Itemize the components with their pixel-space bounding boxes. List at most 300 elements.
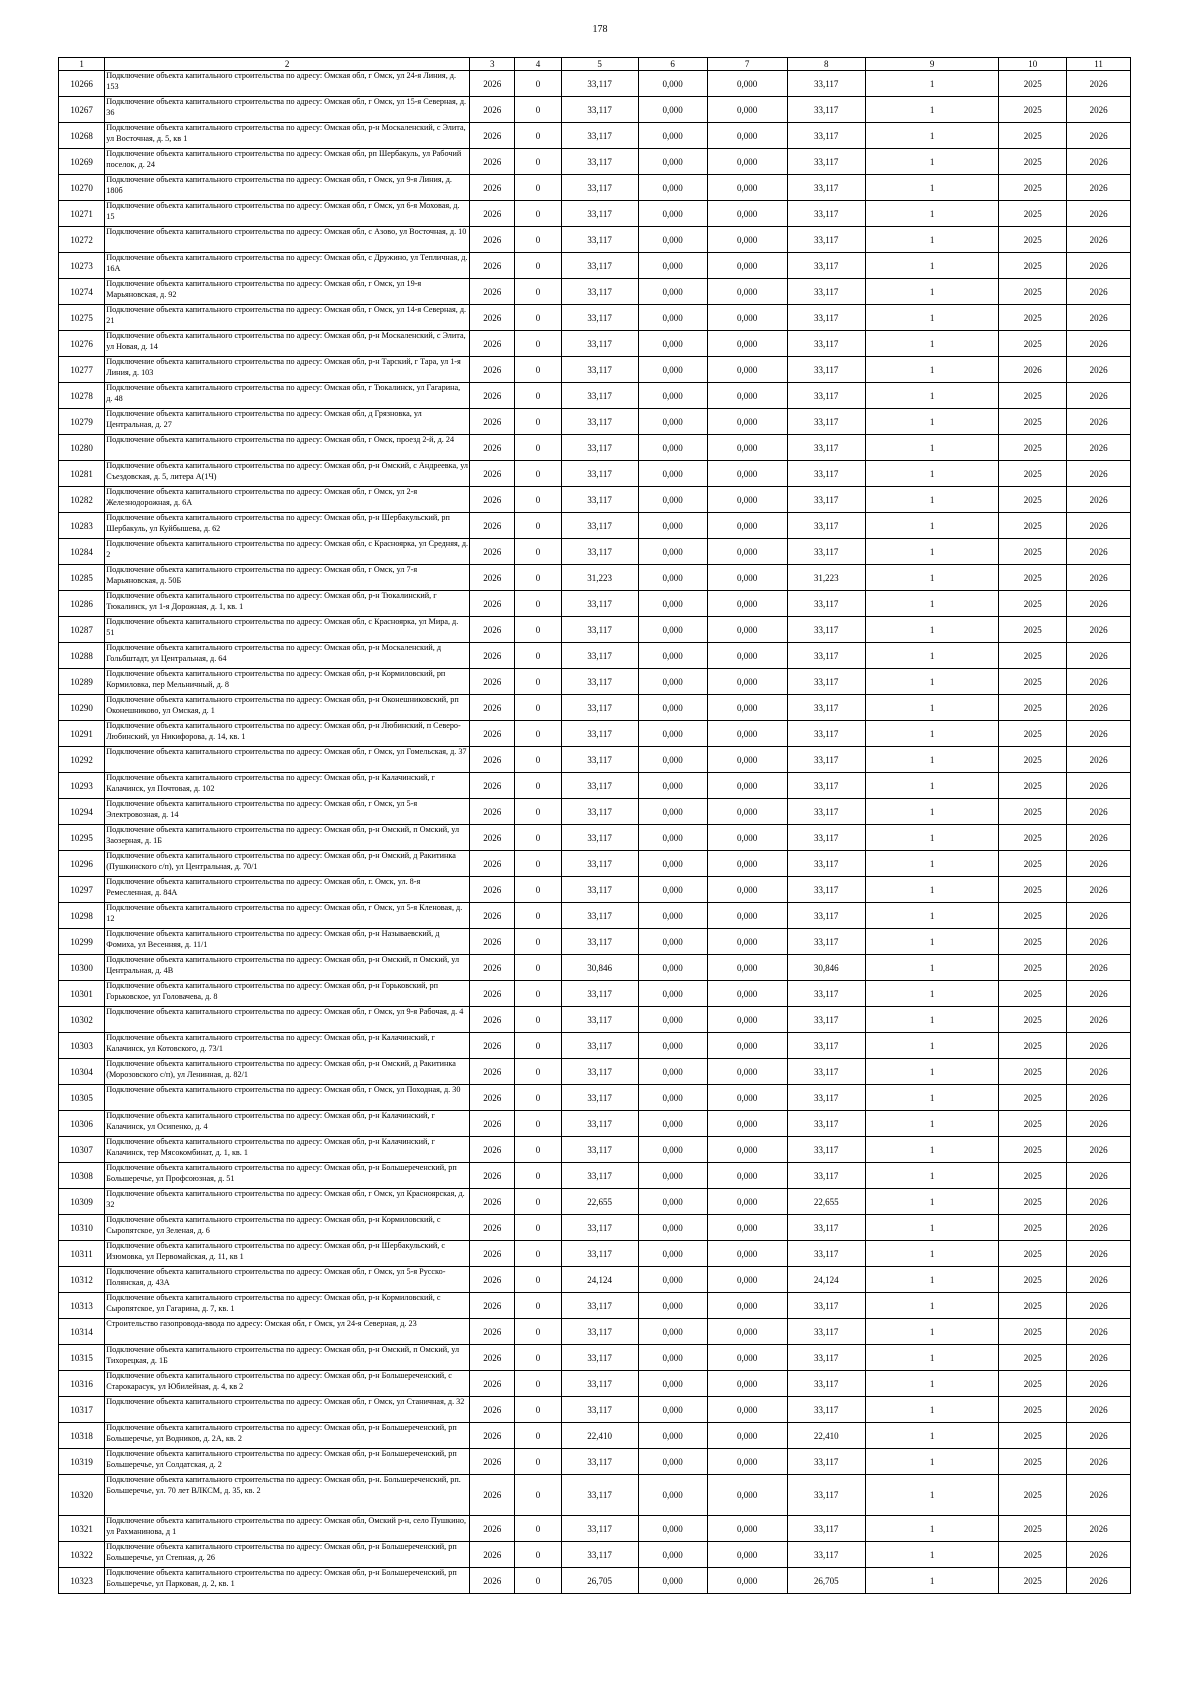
cost-cell: 33,117 xyxy=(787,71,865,97)
col4-cell: 0 xyxy=(515,461,561,487)
year-cell: 2026 xyxy=(470,825,515,851)
object-description-cell: Подключение объекта капитального строительства по адресу: Омская обл, р-н Кормиловский, с Сыропятское, ул Гагарина, д. 7, кв. 1 xyxy=(105,1293,470,1319)
col4-cell: 0 xyxy=(515,903,561,929)
year-cell: 2026 xyxy=(470,721,515,747)
cost-cell: 33,117 xyxy=(787,97,865,123)
col4-cell: 0 xyxy=(515,1267,561,1293)
col4-cell: 0 xyxy=(515,1423,561,1449)
start-year-cell: 2025 xyxy=(999,1319,1067,1345)
start-year-cell: 2025 xyxy=(999,539,1067,565)
table-row xyxy=(59,487,1131,513)
row-number-cell: 10300 xyxy=(59,955,105,981)
cost-total-cell: 33,117 xyxy=(561,71,638,97)
year-cell: 2026 xyxy=(470,1319,515,1345)
col4-cell: 0 xyxy=(515,591,561,617)
col4-cell: 0 xyxy=(515,1542,561,1568)
col7-cell: 0,000 xyxy=(707,305,787,331)
col6-cell: 0,000 xyxy=(638,773,707,799)
row-number-cell: 10320 xyxy=(59,1475,105,1516)
year-cell: 2026 xyxy=(470,591,515,617)
quantity-cell: 1 xyxy=(865,1516,999,1542)
row-number-cell: 10306 xyxy=(59,1111,105,1137)
col7-cell: 0,000 xyxy=(707,1397,787,1423)
col7-cell: 0,000 xyxy=(707,1449,787,1475)
col7-cell: 0,000 xyxy=(707,1293,787,1319)
col4-cell: 0 xyxy=(515,669,561,695)
col7-cell: 0,000 xyxy=(707,435,787,461)
quantity-cell: 1 xyxy=(865,799,999,825)
year-cell: 2026 xyxy=(470,1568,515,1594)
col6-cell: 0,000 xyxy=(638,617,707,643)
object-description-cell: Подключение объекта капитального строительства по адресу: Омская обл, г Омск, проезд 2-й, д. 24 xyxy=(105,435,470,461)
end-year-cell: 2026 xyxy=(1067,721,1131,747)
start-year-cell: 2025 xyxy=(999,1137,1067,1163)
col6-cell: 0,000 xyxy=(638,123,707,149)
col6-cell: 0,000 xyxy=(638,903,707,929)
end-year-cell: 2026 xyxy=(1067,1516,1131,1542)
start-year-cell: 2025 xyxy=(999,903,1067,929)
table-row xyxy=(59,799,1131,825)
year-cell: 2026 xyxy=(470,305,515,331)
cost-total-cell: 33,117 xyxy=(561,617,638,643)
col6-cell: 0,000 xyxy=(638,461,707,487)
start-year-cell: 2025 xyxy=(999,669,1067,695)
year-cell: 2026 xyxy=(470,877,515,903)
end-year-cell: 2026 xyxy=(1067,97,1131,123)
col4-cell: 0 xyxy=(515,565,561,591)
start-year-cell: 2025 xyxy=(999,617,1067,643)
cost-cell: 33,117 xyxy=(787,409,865,435)
col4-cell: 0 xyxy=(515,1449,561,1475)
end-year-cell: 2026 xyxy=(1067,1568,1131,1594)
cost-total-cell: 33,117 xyxy=(561,1163,638,1189)
table-row xyxy=(59,279,1131,305)
object-description-cell: Подключение объекта капитального строительства по адресу: Омская обл, р-н Омский, с Андреевка, ул Съездовская, д. 5, литера А(1Ч) xyxy=(105,461,470,487)
object-description-cell: Подключение объекта капитального строительства по адресу: Омская обл, р-н Тарский, г Тара, ул 1-я Линия, д. 103 xyxy=(105,357,470,383)
cost-total-cell: 33,117 xyxy=(561,851,638,877)
col4-cell: 0 xyxy=(515,149,561,175)
object-description-cell: Подключение объекта капитального строительства по адресу: Омская обл, р-н Москаленский, с Элита, ул Восточная, д. 5, кв 1 xyxy=(105,123,470,149)
table-row xyxy=(59,123,1131,149)
cost-total-cell: 31,223 xyxy=(561,565,638,591)
cost-total-cell: 33,117 xyxy=(561,305,638,331)
start-year-cell: 2025 xyxy=(999,175,1067,201)
col4-cell: 0 xyxy=(515,1345,561,1371)
row-number-cell: 10271 xyxy=(59,201,105,227)
col6-cell: 0,000 xyxy=(638,1215,707,1241)
cost-total-cell: 30,846 xyxy=(561,955,638,981)
year-cell: 2026 xyxy=(470,1542,515,1568)
table-row xyxy=(59,1319,1131,1345)
col7-cell: 0,000 xyxy=(707,1215,787,1241)
col6-cell: 0,000 xyxy=(638,747,707,773)
col6-cell: 0,000 xyxy=(638,357,707,383)
table-row xyxy=(59,71,1131,97)
object-description-cell: Подключение объекта капитального строительства по адресу: Омская обл, г Омск, ул 24-я Линия, д. 153 xyxy=(105,71,470,97)
year-cell: 2026 xyxy=(470,279,515,305)
object-description-cell: Подключение объекта капитального строительства по адресу: Омская обл, р-н Любинский, п Северо-Любинский, ул Никифорова, д. 14, кв. 1 xyxy=(105,721,470,747)
quantity-cell: 1 xyxy=(865,227,999,253)
start-year-cell: 2025 xyxy=(999,1267,1067,1293)
start-year-cell: 2025 xyxy=(999,1568,1067,1594)
object-description-cell: Подключение объекта капитального строительства по адресу: Омская обл, с Красноярка, ул Средняя, д. 2 xyxy=(105,539,470,565)
object-description-cell: Подключение объекта капитального строительства по адресу: Омская обл, р-н Большереченский, рп Большеречье, ул Профсоюзная, д. 51 xyxy=(105,1163,470,1189)
col6-cell: 0,000 xyxy=(638,331,707,357)
col7-cell: 0,000 xyxy=(707,149,787,175)
end-year-cell: 2026 xyxy=(1067,643,1131,669)
table-row xyxy=(59,565,1131,591)
col7-cell: 0,000 xyxy=(707,617,787,643)
quantity-cell: 1 xyxy=(865,695,999,721)
table-row xyxy=(59,1568,1131,1594)
row-number-cell: 10272 xyxy=(59,227,105,253)
col6-cell: 0,000 xyxy=(638,513,707,539)
quantity-cell: 1 xyxy=(865,1293,999,1319)
cost-cell: 33,117 xyxy=(787,747,865,773)
cost-cell: 33,117 xyxy=(787,487,865,513)
start-year-cell: 2025 xyxy=(999,1241,1067,1267)
start-year-cell: 2025 xyxy=(999,1215,1067,1241)
cost-cell: 33,117 xyxy=(787,149,865,175)
col7-cell: 0,000 xyxy=(707,981,787,1007)
col7-cell: 0,000 xyxy=(707,903,787,929)
col7-cell: 0,000 xyxy=(707,877,787,903)
col6-cell: 0,000 xyxy=(638,435,707,461)
row-number-cell: 10283 xyxy=(59,513,105,539)
start-year-cell: 2025 xyxy=(999,643,1067,669)
object-description-cell: Подключение объекта капитального строительства по адресу: Омская обл, г Омск, ул Станичная, д. 32 xyxy=(105,1397,470,1423)
cost-cell: 33,117 xyxy=(787,851,865,877)
quantity-cell: 1 xyxy=(865,1007,999,1033)
start-year-cell: 2025 xyxy=(999,1007,1067,1033)
start-year-cell: 2025 xyxy=(999,513,1067,539)
object-description-cell: Подключение объекта капитального строительства по адресу: Омская обл, г Омск, ул Красноярская, д. 32 xyxy=(105,1189,470,1215)
start-year-cell: 2025 xyxy=(999,305,1067,331)
year-cell: 2026 xyxy=(470,1111,515,1137)
table-row xyxy=(59,1542,1131,1568)
start-year-cell: 2026 xyxy=(999,357,1067,383)
col4-cell: 0 xyxy=(515,929,561,955)
end-year-cell: 2026 xyxy=(1067,1345,1131,1371)
col6-cell: 0,000 xyxy=(638,877,707,903)
cost-cell: 33,117 xyxy=(787,1449,865,1475)
cost-total-cell: 33,117 xyxy=(561,1085,638,1111)
col6-cell: 0,000 xyxy=(638,1189,707,1215)
year-cell: 2026 xyxy=(470,1449,515,1475)
col4-cell: 0 xyxy=(515,253,561,279)
table-row xyxy=(59,1163,1131,1189)
end-year-cell: 2026 xyxy=(1067,435,1131,461)
col6-cell: 0,000 xyxy=(638,1241,707,1267)
col7-cell: 0,000 xyxy=(707,175,787,201)
col6-cell: 0,000 xyxy=(638,1163,707,1189)
quantity-cell: 1 xyxy=(865,1137,999,1163)
table-row xyxy=(59,201,1131,227)
quantity-cell: 1 xyxy=(865,1085,999,1111)
col6-cell: 0,000 xyxy=(638,487,707,513)
col6-cell: 0,000 xyxy=(638,71,707,97)
cost-total-cell: 33,117 xyxy=(561,799,638,825)
col4-cell: 0 xyxy=(515,279,561,305)
object-description-cell: Подключение объекта капитального строительства по адресу: Омская обл, г. Омск, ул. 8-я Ремесленная, д. 84А xyxy=(105,877,470,903)
end-year-cell: 2026 xyxy=(1067,1189,1131,1215)
quantity-cell: 1 xyxy=(865,201,999,227)
table-row xyxy=(59,461,1131,487)
start-year-cell: 2025 xyxy=(999,721,1067,747)
end-year-cell: 2026 xyxy=(1067,409,1131,435)
table-row xyxy=(59,1111,1131,1137)
col6-cell: 0,000 xyxy=(638,1542,707,1568)
start-year-cell: 2025 xyxy=(999,1293,1067,1319)
col7-cell: 0,000 xyxy=(707,929,787,955)
col4-cell: 0 xyxy=(515,123,561,149)
row-number-cell: 10273 xyxy=(59,253,105,279)
quantity-cell: 1 xyxy=(865,97,999,123)
year-cell: 2026 xyxy=(470,1085,515,1111)
cost-cell: 33,117 xyxy=(787,669,865,695)
year-cell: 2026 xyxy=(470,981,515,1007)
cost-cell: 33,117 xyxy=(787,695,865,721)
row-number-cell: 10294 xyxy=(59,799,105,825)
row-number-cell: 10270 xyxy=(59,175,105,201)
end-year-cell: 2026 xyxy=(1067,669,1131,695)
year-cell: 2026 xyxy=(470,903,515,929)
column-header: 3 xyxy=(470,58,515,71)
object-description-cell: Подключение объекта капитального строительства по адресу: Омская обл, с Азово, ул Восточная, д. 10 xyxy=(105,227,470,253)
year-cell: 2026 xyxy=(470,1215,515,1241)
row-number-cell: 10291 xyxy=(59,721,105,747)
col7-cell: 0,000 xyxy=(707,1189,787,1215)
year-cell: 2026 xyxy=(470,201,515,227)
year-cell: 2026 xyxy=(470,435,515,461)
row-number-cell: 10305 xyxy=(59,1085,105,1111)
end-year-cell: 2026 xyxy=(1067,1319,1131,1345)
object-description-cell: Подключение объекта капитального строительства по адресу: Омская обл, г Омск, ул 19-я Марьяновская, д. 92 xyxy=(105,279,470,305)
quantity-cell: 1 xyxy=(865,305,999,331)
col6-cell: 0,000 xyxy=(638,643,707,669)
start-year-cell: 2025 xyxy=(999,955,1067,981)
start-year-cell: 2025 xyxy=(999,851,1067,877)
column-header: 5 xyxy=(561,58,638,71)
start-year-cell: 2025 xyxy=(999,773,1067,799)
start-year-cell: 2025 xyxy=(999,1163,1067,1189)
start-year-cell: 2025 xyxy=(999,1475,1067,1516)
col6-cell: 0,000 xyxy=(638,175,707,201)
row-number-cell: 10293 xyxy=(59,773,105,799)
cost-total-cell: 33,117 xyxy=(561,1449,638,1475)
year-cell: 2026 xyxy=(470,357,515,383)
col6-cell: 0,000 xyxy=(638,305,707,331)
object-description-cell: Подключение объекта капитального строительства по адресу: Омская обл, р-н Называевский, д Фомиха, ул Весенняя, д. 11/1 xyxy=(105,929,470,955)
col6-cell: 0,000 xyxy=(638,1371,707,1397)
quantity-cell: 1 xyxy=(865,617,999,643)
year-cell: 2026 xyxy=(470,1397,515,1423)
row-number-cell: 10301 xyxy=(59,981,105,1007)
cost-cell: 26,705 xyxy=(787,1568,865,1594)
year-cell: 2026 xyxy=(470,799,515,825)
cost-cell: 33,117 xyxy=(787,1163,865,1189)
row-number-cell: 10302 xyxy=(59,1007,105,1033)
table-row xyxy=(59,617,1131,643)
table-row xyxy=(59,175,1131,201)
cost-total-cell: 33,117 xyxy=(561,357,638,383)
cost-total-cell: 33,117 xyxy=(561,981,638,1007)
cost-cell: 33,117 xyxy=(787,1085,865,1111)
quantity-cell: 1 xyxy=(865,1267,999,1293)
cost-cell: 33,117 xyxy=(787,461,865,487)
table-row xyxy=(59,877,1131,903)
col6-cell: 0,000 xyxy=(638,955,707,981)
row-number-cell: 10282 xyxy=(59,487,105,513)
object-description-cell: Подключение объекта капитального строительства по адресу: Омская обл, р-н Кормиловский, с Сыропятское, ул Зеленая, д. 6 xyxy=(105,1215,470,1241)
cost-cell: 22,410 xyxy=(787,1423,865,1449)
cost-cell: 33,117 xyxy=(787,227,865,253)
quantity-cell: 1 xyxy=(865,149,999,175)
cost-total-cell: 33,117 xyxy=(561,1371,638,1397)
start-year-cell: 2025 xyxy=(999,409,1067,435)
col4-cell: 0 xyxy=(515,383,561,409)
cost-cell: 33,117 xyxy=(787,1371,865,1397)
table-row xyxy=(59,383,1131,409)
col7-cell: 0,000 xyxy=(707,1568,787,1594)
col7-cell: 0,000 xyxy=(707,799,787,825)
year-cell: 2026 xyxy=(470,1345,515,1371)
col6-cell: 0,000 xyxy=(638,1423,707,1449)
object-description-cell: Подключение объекта капитального строительства по адресу: Омская обл, г Омск, ул 14-я Северная, д. 21 xyxy=(105,305,470,331)
col6-cell: 0,000 xyxy=(638,799,707,825)
start-year-cell: 2025 xyxy=(999,877,1067,903)
col7-cell: 0,000 xyxy=(707,825,787,851)
table-row xyxy=(59,955,1131,981)
row-number-cell: 10288 xyxy=(59,643,105,669)
cost-total-cell: 33,117 xyxy=(561,227,638,253)
table-row xyxy=(59,1516,1131,1542)
quantity-cell: 1 xyxy=(865,435,999,461)
start-year-cell: 2025 xyxy=(999,1085,1067,1111)
start-year-cell: 2025 xyxy=(999,487,1067,513)
col4-cell: 0 xyxy=(515,1059,561,1085)
year-cell: 2026 xyxy=(470,409,515,435)
cost-cell: 33,117 xyxy=(787,279,865,305)
col4-cell: 0 xyxy=(515,877,561,903)
start-year-cell: 2025 xyxy=(999,279,1067,305)
col4-cell: 0 xyxy=(515,227,561,253)
cost-cell: 33,117 xyxy=(787,383,865,409)
object-description-cell: Подключение объекта капитального строительства по адресу: Омская обл, р-н Тюкалинский, г Тюкалинск, ул 1-я Дорожная, д. 1, кв. 1 xyxy=(105,591,470,617)
cost-cell: 33,117 xyxy=(787,539,865,565)
end-year-cell: 2026 xyxy=(1067,617,1131,643)
cost-total-cell: 33,117 xyxy=(561,175,638,201)
start-year-cell: 2025 xyxy=(999,1516,1067,1542)
year-cell: 2026 xyxy=(470,1423,515,1449)
cost-total-cell: 33,117 xyxy=(561,253,638,279)
table-row xyxy=(59,435,1131,461)
col6-cell: 0,000 xyxy=(638,1449,707,1475)
col6-cell: 0,000 xyxy=(638,591,707,617)
object-description-cell: Подключение объекта капитального строительства по адресу: Омская обл, р-н Оконешниковский, рп Оконешниково, ул Омская, д. 1 xyxy=(105,695,470,721)
cost-cell: 24,124 xyxy=(787,1267,865,1293)
cost-total-cell: 33,117 xyxy=(561,1397,638,1423)
start-year-cell: 2025 xyxy=(999,97,1067,123)
cost-total-cell: 33,117 xyxy=(561,773,638,799)
end-year-cell: 2026 xyxy=(1067,799,1131,825)
start-year-cell: 2025 xyxy=(999,1059,1067,1085)
start-year-cell: 2025 xyxy=(999,929,1067,955)
col7-cell: 0,000 xyxy=(707,1033,787,1059)
col4-cell: 0 xyxy=(515,71,561,97)
cost-total-cell: 26,705 xyxy=(561,1568,638,1594)
end-year-cell: 2026 xyxy=(1067,227,1131,253)
end-year-cell: 2026 xyxy=(1067,1475,1131,1516)
col6-cell: 0,000 xyxy=(638,1397,707,1423)
col7-cell: 0,000 xyxy=(707,227,787,253)
year-cell: 2026 xyxy=(470,1059,515,1085)
column-header: 9 xyxy=(865,58,999,71)
col6-cell: 0,000 xyxy=(638,1568,707,1594)
quantity-cell: 1 xyxy=(865,747,999,773)
object-description-cell: Подключение объекта капитального строительства по адресу: Омская обл, г Тюкалинск, ул Гагарина, д. 48 xyxy=(105,383,470,409)
cost-total-cell: 33,117 xyxy=(561,331,638,357)
cost-total-cell: 33,117 xyxy=(561,825,638,851)
end-year-cell: 2026 xyxy=(1067,591,1131,617)
cost-cell: 33,117 xyxy=(787,305,865,331)
start-year-cell: 2025 xyxy=(999,1189,1067,1215)
column-header: 2 xyxy=(105,58,470,71)
col7-cell: 0,000 xyxy=(707,1475,787,1516)
col6-cell: 0,000 xyxy=(638,201,707,227)
table-row xyxy=(59,903,1131,929)
year-cell: 2026 xyxy=(470,539,515,565)
year-cell: 2026 xyxy=(470,669,515,695)
object-description-cell: Подключение объекта капитального строительства по адресу: Омская обл, г Омск, ул 9-я Рабочая, д. 4 xyxy=(105,1007,470,1033)
col6-cell: 0,000 xyxy=(638,721,707,747)
row-number-cell: 10316 xyxy=(59,1371,105,1397)
cost-total-cell: 33,117 xyxy=(561,1033,638,1059)
start-year-cell: 2025 xyxy=(999,435,1067,461)
col4-cell: 0 xyxy=(515,799,561,825)
cost-total-cell: 33,117 xyxy=(561,1059,638,1085)
object-description-cell: Подключение объекта капитального строительства по адресу: Омская обл, г Омск, ул 9-я Линия, д. 180б xyxy=(105,175,470,201)
col4-cell: 0 xyxy=(515,305,561,331)
end-year-cell: 2026 xyxy=(1067,825,1131,851)
row-number-cell: 10314 xyxy=(59,1319,105,1345)
cost-cell: 33,117 xyxy=(787,201,865,227)
table-row xyxy=(59,1215,1131,1241)
year-cell: 2026 xyxy=(470,1475,515,1516)
object-description-cell: Подключение объекта капитального строительства по адресу: Омская обл, г Омск, ул 7-я Марьяновская, д. 50Б xyxy=(105,565,470,591)
row-number-cell: 10275 xyxy=(59,305,105,331)
end-year-cell: 2026 xyxy=(1067,1137,1131,1163)
col6-cell: 0,000 xyxy=(638,1085,707,1111)
col7-cell: 0,000 xyxy=(707,1371,787,1397)
cost-total-cell: 22,410 xyxy=(561,1423,638,1449)
end-year-cell: 2026 xyxy=(1067,1293,1131,1319)
start-year-cell: 2025 xyxy=(999,383,1067,409)
object-description-cell: Подключение объекта капитального строительства по адресу: Омская обл, р-н Горьковский, рп Горьковское, ул Головачева, д. 8 xyxy=(105,981,470,1007)
table-row xyxy=(59,591,1131,617)
col4-cell: 0 xyxy=(515,981,561,1007)
row-number-cell: 10304 xyxy=(59,1059,105,1085)
year-cell: 2026 xyxy=(470,1189,515,1215)
object-description-cell: Подключение объекта капитального строительства по адресу: Омская обл, р-н. Большереченский, рп. Большеречье, ул. 70 лет ВЛКСМ, д. 35, кв. 2 xyxy=(105,1475,470,1516)
col7-cell: 0,000 xyxy=(707,1516,787,1542)
col4-cell: 0 xyxy=(515,1033,561,1059)
table-row xyxy=(59,331,1131,357)
object-description-cell: Подключение объекта капитального строительства по адресу: Омская обл, г Омск, ул 2-я Железнодорожная, д. 6А xyxy=(105,487,470,513)
col6-cell: 0,000 xyxy=(638,825,707,851)
year-cell: 2026 xyxy=(470,253,515,279)
year-cell: 2026 xyxy=(470,71,515,97)
